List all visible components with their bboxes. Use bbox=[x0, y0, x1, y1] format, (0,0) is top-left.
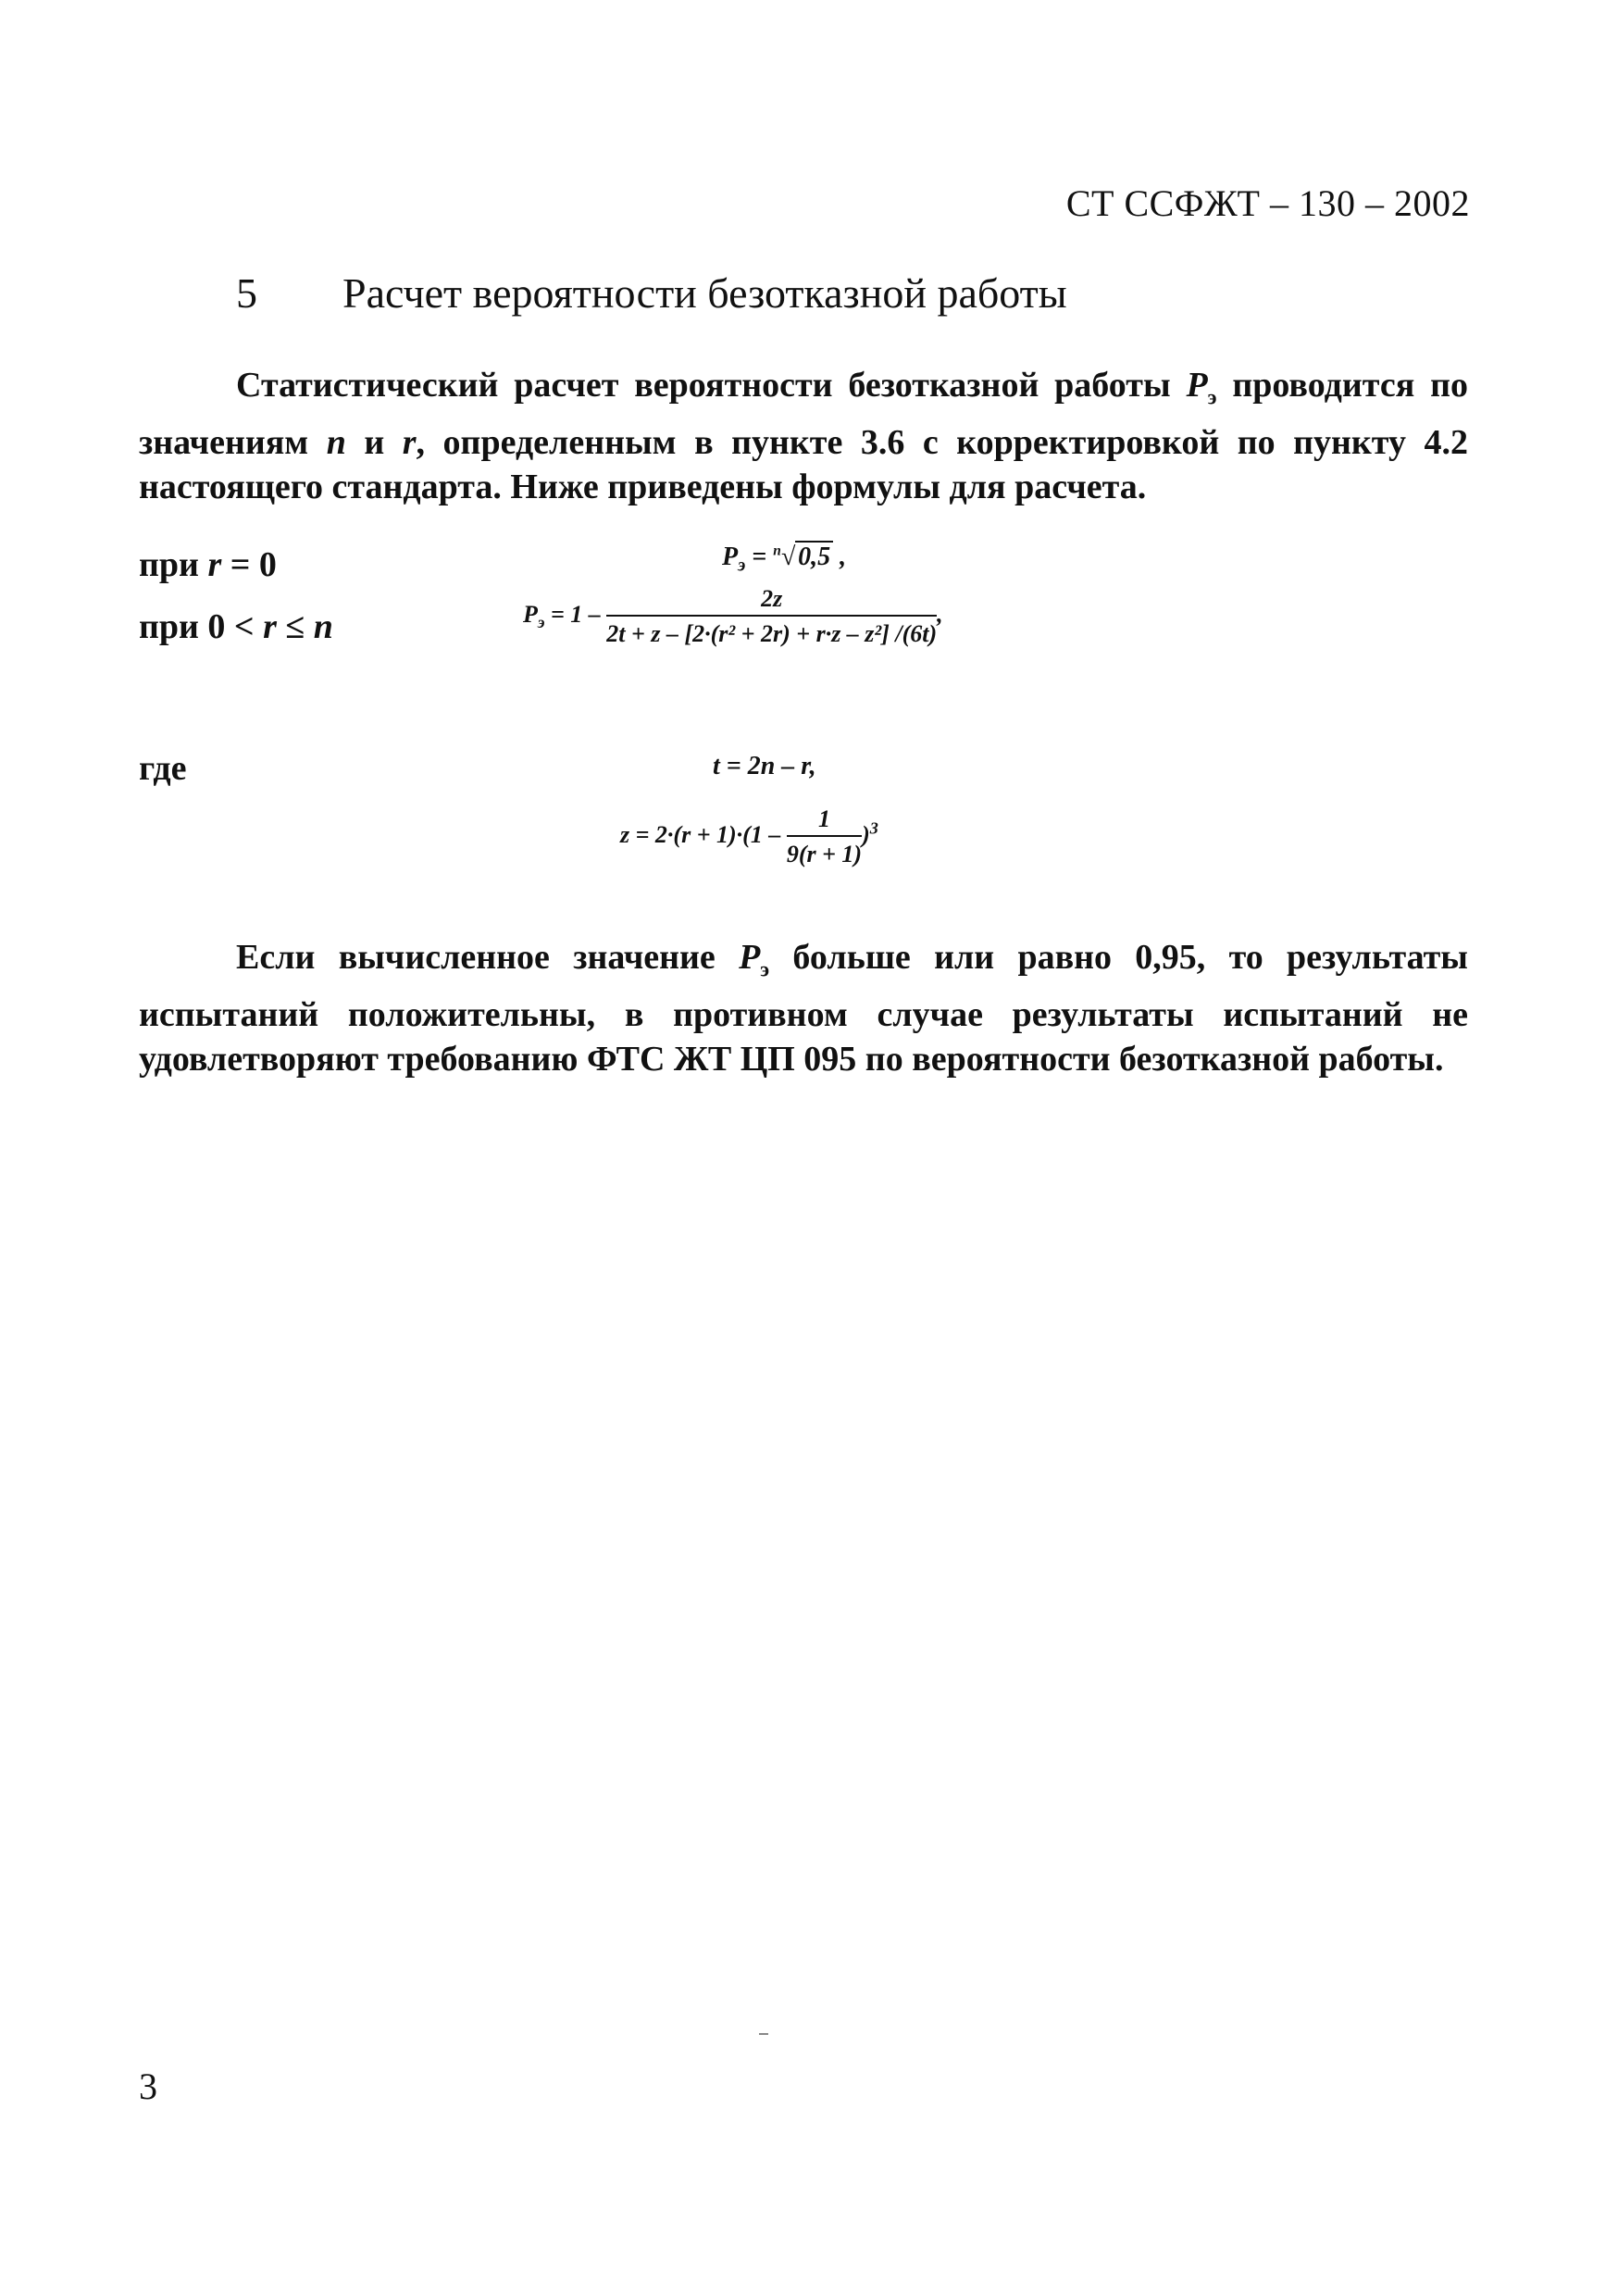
formula-eq: = 1 – bbox=[544, 600, 607, 628]
condition-var: r bbox=[263, 607, 277, 646]
where-label: где bbox=[139, 749, 187, 788]
fraction-denominator: 2t + z – [2·(r² + 2r) + r·z – z²] /(6t) bbox=[606, 620, 938, 647]
page-number: 3 bbox=[139, 2065, 157, 2107]
formula-lhs-sub: э bbox=[537, 613, 545, 632]
section-number: 5 bbox=[236, 269, 257, 317]
condition-var2: n bbox=[313, 607, 333, 646]
conclusion-paragraph bbox=[139, 935, 1468, 1081]
condition-prefix: при 0 < bbox=[139, 607, 264, 646]
scan-mark bbox=[759, 2033, 768, 2035]
condition-r-zero bbox=[139, 544, 277, 585]
formula-lhs: P bbox=[523, 600, 538, 628]
condition-mid: ≤ bbox=[276, 607, 314, 646]
formula-z-fraction bbox=[787, 805, 862, 868]
formula-p-zero-failures bbox=[722, 543, 846, 577]
p-subscript: э bbox=[1207, 385, 1217, 409]
root-index: n bbox=[773, 543, 781, 559]
intro-text-a: Статистический расчет вероятности безотказной работы bbox=[236, 366, 1187, 405]
conclusion-text-b: больше или равно 0,95, то результаты испытаний положительны, в противном случае результаты испытаний не удовлетворяют требованию ФТС ЖТ ЦП 095 по вероятности безотказной работы. bbox=[139, 938, 1468, 1079]
formula-t: t = 2n – r, bbox=[713, 752, 816, 780]
intro-paragraph bbox=[139, 363, 1468, 509]
formula-z-prefix: z = 2·(r + 1)·(1 – bbox=[620, 820, 787, 848]
fraction-denominator: 9(r + 1) bbox=[786, 841, 863, 867]
section-heading bbox=[236, 268, 1067, 318]
sqrt-sign: √ bbox=[780, 543, 796, 571]
fraction-numerator: 1 bbox=[787, 805, 862, 837]
conclusion-text-a: Если вычисленное значение bbox=[236, 938, 740, 977]
intro-text-d: , определенным в пункте 3.6 с корректировкой по пункту 4.2 настоящего стандарта. Ниже приведены формулы для расчета. bbox=[139, 422, 1468, 506]
fraction-numerator: 2z bbox=[606, 585, 937, 617]
intro-text-b: проводится по значениям bbox=[139, 366, 1468, 462]
formula-lhs: P bbox=[722, 543, 739, 571]
document-code: СТ ССФЖТ – 130 – 2002 bbox=[1065, 182, 1470, 224]
radicand: 0,5 bbox=[795, 541, 833, 571]
condition-prefix: при bbox=[139, 545, 208, 584]
p-symbol: P bbox=[1186, 366, 1208, 405]
formula-tail: , bbox=[937, 600, 943, 628]
intro-text-c: и bbox=[345, 422, 403, 462]
formula-fraction bbox=[606, 585, 937, 648]
formula-eq: = bbox=[745, 543, 774, 571]
p-symbol: P bbox=[739, 938, 761, 977]
condition-r-range bbox=[139, 606, 333, 647]
formula-tail: , bbox=[833, 543, 847, 571]
formula-z bbox=[620, 805, 878, 868]
p-subscript: э bbox=[760, 957, 770, 981]
condition-var: r bbox=[207, 545, 222, 584]
formula-p-general bbox=[523, 585, 943, 648]
formula-z-power: 3 bbox=[869, 818, 878, 838]
condition-rest: = 0 bbox=[221, 545, 277, 584]
section-title: Расчет вероятности безотказной работы bbox=[342, 269, 1067, 317]
formula-z-suffix: ) bbox=[862, 820, 870, 848]
r-symbol: r bbox=[402, 422, 417, 462]
formula-lhs-sub: э bbox=[738, 555, 746, 576]
n-symbol: n bbox=[326, 422, 346, 462]
